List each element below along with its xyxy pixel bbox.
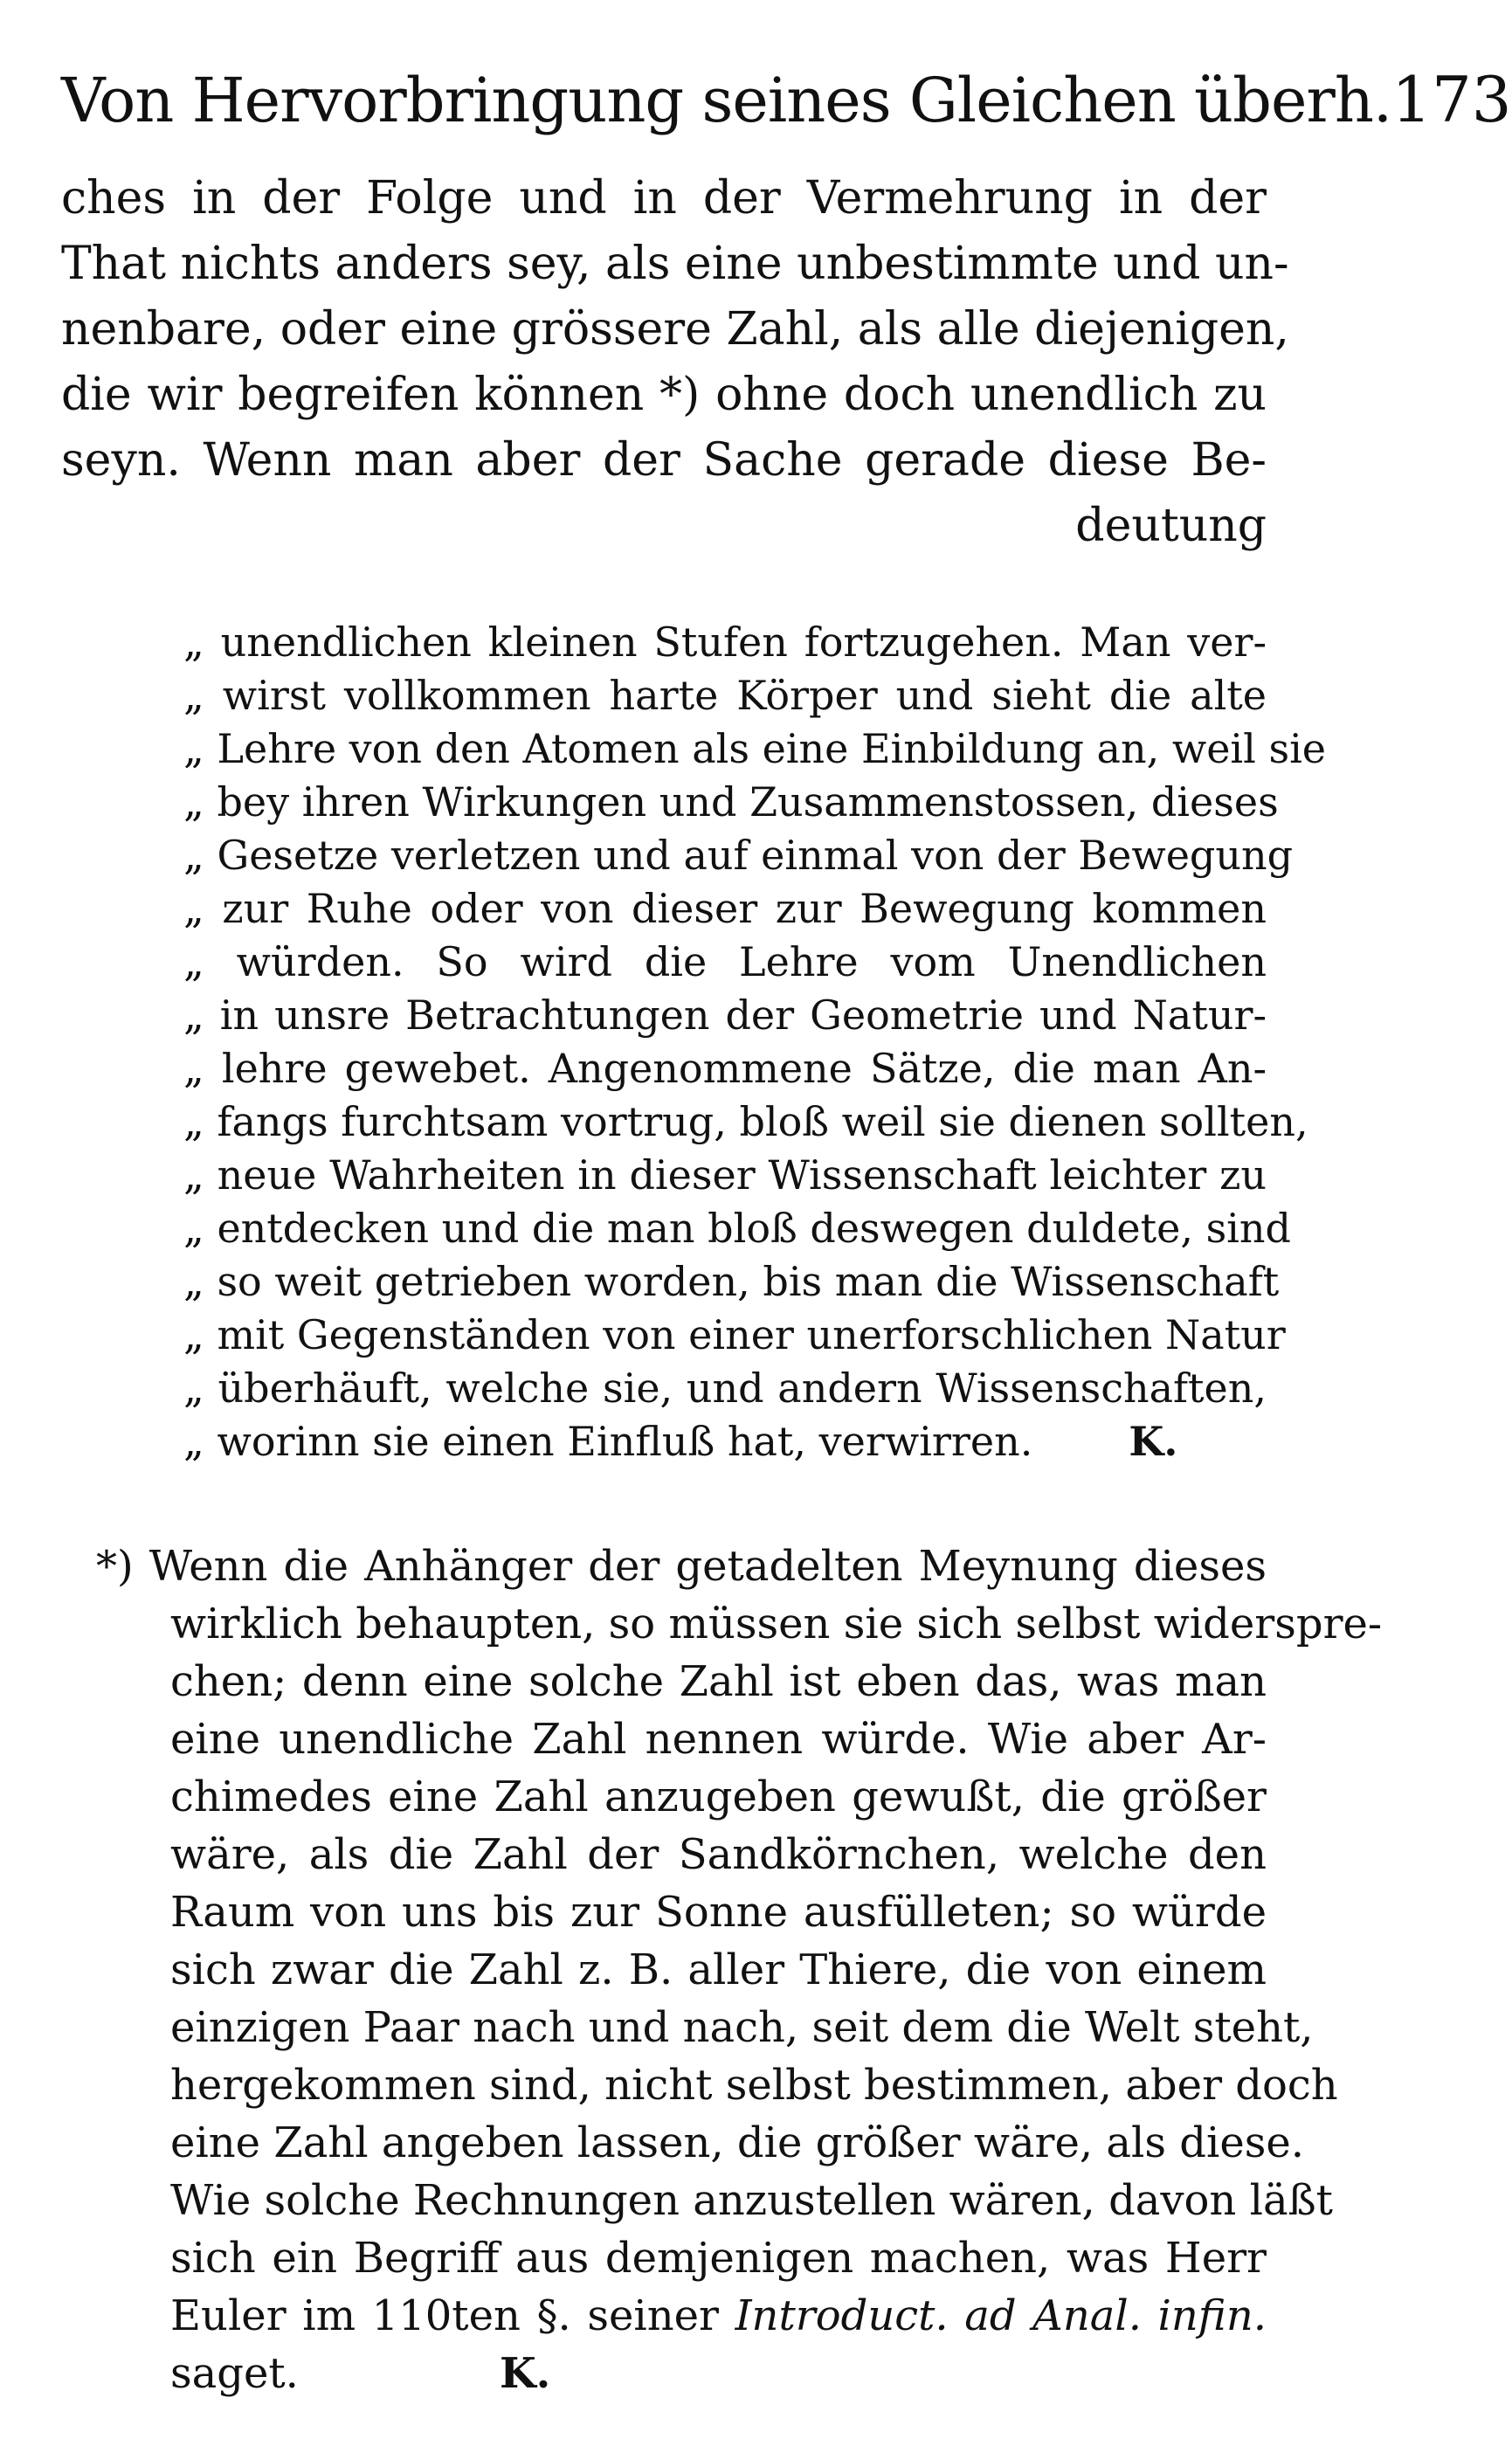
euler-work-title: Introduct. ad Anal. infin.	[735, 2291, 1267, 2340]
footnote-euler-line	[96, 2287, 1267, 2345]
body-line: seyn. Wenn man aber der Sache gerade diese Be-	[61, 434, 1267, 487]
quote-line: „ wirst vollkommen harte Körper und sieht die alte	[183, 672, 1267, 719]
footnote-signature: K.	[499, 2349, 551, 2398]
quote-line: „ unendlichen kleinen Stufen fortzugehen. Man ver-	[183, 618, 1267, 666]
quote-line: „ zur Ruhe oder von dieser zur Bewegung kommen	[183, 885, 1267, 932]
footnote-line: sich zwar die Zahl z. B. aller Thiere, die von einem	[170, 1945, 1267, 1994]
running-head	[61, 35, 1512, 136]
body-line: ches in der Folge und in der Vermehrung in der	[61, 172, 1267, 225]
footnote-line: eine Zahl angeben lassen, die größer wäre, als diese.	[170, 2118, 1305, 2167]
quoted-passage	[183, 616, 1327, 1468]
body-line: nenbare, oder eine grössere Zahl, als alle diejenigen,	[61, 303, 1289, 356]
quote-line: „ Gesetze verletzen und auf einmal von der Bewegung	[183, 832, 1294, 879]
catchword: deutung	[1075, 500, 1267, 552]
quote-line-last	[183, 1415, 1267, 1468]
footnote-line: hergekommen sind, nicht selbst bestimmen, aber doch	[170, 2061, 1338, 2110]
quote-line: „ überhäuft, welche sie, und andern Wissenschaften,	[183, 1365, 1267, 1412]
quote-line: „ mit Gegenständen von einer unerforschlichen Natur	[183, 1311, 1286, 1358]
footnote-line: Wie solche Rechnungen anzustellen wären, davon läßt	[170, 2176, 1333, 2225]
footnote-line: wäre, als die Zahl der Sandkörnchen, welche den	[170, 1830, 1267, 1879]
body-line: That nichts anders sey, als eine unbestimmte und un-	[61, 238, 1289, 290]
footnote-line: chimedes eine Zahl anzugeben gewußt, die größer	[170, 1772, 1267, 1821]
running-head-title: Von Hervorbringung seines Gleichen überh.	[61, 65, 1392, 136]
footnote-line: wirklich behaupten, so müssen sie sich selbst widersprе-	[170, 1600, 1383, 1648]
page-number: 173	[1391, 63, 1512, 136]
quote-line: „ Lehre von den Atomen als eine Einbildung an, weil sie	[183, 725, 1327, 772]
footnote-last-text: saget.	[170, 2349, 299, 2398]
footnote-line: einzigen Paar nach und nach, seit dem die Welt steht,	[170, 2003, 1314, 2052]
footnote-line: chen; denn eine solche Zahl ist eben das, was man	[170, 1657, 1267, 1706]
quote-line-text: „ worinn sie einen Einfluß hat, verwirren.	[183, 1418, 1033, 1465]
footnote-line: eine unendliche Zahl nennen würde. Wie aber Ar-	[170, 1715, 1267, 1764]
main-paragraph	[61, 166, 1289, 559]
quote-line: „ würden. So wird die Lehre vom Unendlichen	[183, 938, 1267, 985]
footnote-last-line	[96, 2345, 1267, 2402]
footnote-line: *) Wenn die Anhänger der getadelten Meynung dieses	[96, 1542, 1267, 1591]
footnote-euler-text: Euler im 110ten §. seiner	[170, 2291, 719, 2340]
quote-line: „ entdecken und die man bloß deswegen duldete, sind	[183, 1205, 1291, 1252]
quote-line: „ fangs furchtsam vortrug, bloß weil sie dienen sollten,	[183, 1098, 1308, 1145]
quote-line: „ in unsre Betrachtungen der Geometrie und Natur-	[183, 992, 1267, 1039]
quote-line: „ lehre gewebet. Angenommene Sätze, die man An-	[183, 1045, 1267, 1092]
quote-line: „ bey ihren Wirkungen und Zusammenstossen, dieses	[183, 778, 1279, 826]
body-line: die wir begreifen können *) ohne doch unendlich zu	[61, 369, 1267, 421]
footnote	[96, 1537, 1383, 2402]
quote-line: „ so weit getrieben worden, bis man die Wissenschaft	[183, 1258, 1280, 1305]
footnote-line: sich ein Begriff aus demjenigen machen, was Herr	[170, 2234, 1267, 2283]
footnote-line: Raum von uns bis zur Sonne ausfülleten; so würde	[170, 1888, 1267, 1937]
quote-signature: K.	[1129, 1418, 1178, 1465]
quote-line: „ neue Wahrheiten in dieser Wissenschaft leichter zu	[183, 1151, 1267, 1199]
